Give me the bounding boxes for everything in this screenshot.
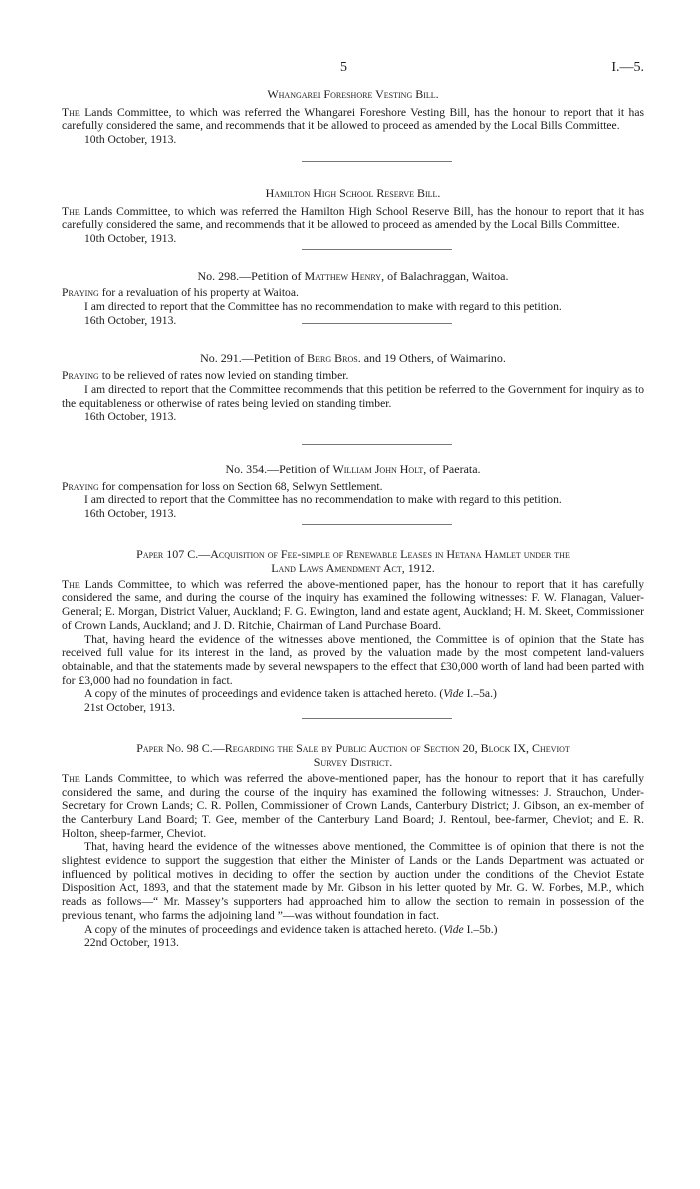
- report-text: I am directed to report that the Committee recommends that this petition be referred to the Government for inquiry as to the equitableness or otherwise of rates being levied on standing timber.: [62, 382, 644, 410]
- title-suffix: , of Balachraggan, Waitoa.: [381, 268, 509, 283]
- report-text: I am directed to report that the Committee has no recommendation to make with regard to this petition.: [84, 493, 562, 507]
- lead-word: The: [62, 771, 80, 785]
- section-date: 22nd October, 1913.: [84, 936, 179, 950]
- note-ref: I.–5a.): [463, 687, 497, 701]
- section-title: Whangarei Foreshore Vesting Bill.: [267, 87, 439, 101]
- section-date: 16th October, 1913.: [84, 313, 177, 327]
- prayer-text: [62, 369, 644, 383]
- section-petition-berg: [62, 352, 644, 424]
- note-text: A copy of the minutes of proceedings and evidence taken is attached hereto. (: [84, 687, 444, 701]
- report-text: I am directed to report that the Committee has no recommendation to make with regard to this petition.: [84, 300, 562, 314]
- body-text: to be relieved of rates now levied on standing timber.: [98, 369, 349, 383]
- section-title: [62, 270, 644, 284]
- lead-word: The: [62, 105, 80, 119]
- section-petition-holt: [62, 463, 644, 521]
- section-title: [62, 741, 644, 769]
- document-page: [62, 60, 644, 950]
- vide-word: Vide: [443, 687, 464, 701]
- body-text: Lands Committee, to which was referred the Hamilton High School Reserve Bill, has the honour to report that it has carefully considered the same, and recommends that it be allowed to proceed as amended by the Local Bills Committee.: [62, 204, 644, 232]
- lead-word: Praying: [62, 479, 99, 493]
- opinion-text: That, having heard the evidence of the witnesses above mentioned, the Committee is of opinion that the State has received full value for its interest in the land, as proved by the valuation made by the most competent land-valuers obtainable, and that the statements made by several newspapers to the effect that £30,000 worth of land had been parted with for £3,000 had no foundation in fact.: [62, 632, 644, 687]
- section-body: [62, 578, 644, 633]
- section-hamilton: [62, 187, 644, 246]
- minutes-note: [62, 923, 644, 937]
- body-text: Lands Committee, to which was referred the Whangarei Foreshore Vesting Bill, has the honour to report that it has carefully considered the same, and recommends that it be allowed to proceed as amended by the Local Bills Committee.: [62, 105, 644, 133]
- body-text: Lands Committee, to which was referred the above-mentioned paper, has the honour to report that it has carefully considered the same, and during the course of the inquiry has examined the following witnesses: F. W. Flanagan, Valuer-General; E. Morgan, District Valuer, Auckland; F. G. Ewington, land and estate agent, Auckland; H. M. Skeet, Commissioner of Crown Lands, Auckland; and J. D. Ritchie, Chairman of Land Purchase Board.: [62, 577, 644, 632]
- section-body: [62, 106, 644, 133]
- divider-rule: [302, 524, 452, 525]
- petitioner-name: Berg Bros.: [307, 351, 361, 366]
- note-ref: I.–5b.): [463, 922, 498, 936]
- body-text: for compensation for loss on Section 68, Selwyn Settlement.: [98, 479, 383, 493]
- vide-word: Vide: [443, 922, 464, 936]
- title-prefix: No. 354.—Petition of: [225, 461, 333, 476]
- section-title: [62, 352, 644, 366]
- divider-rule: [302, 444, 452, 445]
- title-line: Paper No. 98 C.—Regarding the Sale by Public Auction of Section 20, Block IX, Cheviot: [136, 740, 570, 755]
- minutes-note: [62, 687, 644, 701]
- title-suffix: and 19 Others, of Waimarino.: [360, 351, 506, 366]
- divider-rule: [302, 718, 452, 719]
- note-text: A copy of the minutes of proceedings and evidence taken is attached hereto. (: [84, 922, 444, 936]
- section-date: 16th October, 1913.: [84, 507, 177, 521]
- lead-word: Praying: [62, 369, 99, 383]
- section-date: 16th October, 1913.: [84, 410, 177, 424]
- petitioner-name: Matthew Henry: [304, 268, 382, 283]
- section-title: [62, 463, 644, 477]
- section-paper-98c: [62, 741, 644, 950]
- section-petition-henry: [62, 270, 644, 328]
- lead-word: The: [62, 577, 80, 591]
- section-title: [62, 547, 644, 575]
- title-line: Land Laws Amendment Act, 1912.: [271, 560, 435, 575]
- title-prefix: No. 291.—Petition of: [200, 351, 308, 366]
- lead-word: The: [62, 204, 80, 218]
- page-number: 5: [340, 60, 347, 75]
- prayer-text: [62, 480, 644, 494]
- section-body: [62, 205, 644, 232]
- title-suffix: , of Paerata.: [423, 461, 481, 476]
- section-title: Hamilton High School Reserve Bill.: [265, 185, 441, 200]
- section-date: 10th October, 1913.: [84, 133, 177, 147]
- document-reference: I.—5.: [611, 60, 644, 75]
- body-text: Lands Committee, to which was referred the above-mentioned paper, has the honour to report that it has carefully considered the same, and during the course of the inquiry has examined the following witnesses: J. Strauchon, Under-Secretary for Crown Lands; C. R. Pollen, Commissioner of Crown Lands, Canterbury District; J. Gibson, an ex-member of the Canterbury Land Board; T. Gee, member of the Canterbury Land Board; J. Rentoul, bee-farmer, Cheviot; and E. R. Holton, sheep-farmer, Cheviot.: [62, 771, 644, 840]
- prayer-text: [62, 286, 644, 300]
- divider-rule: [302, 249, 452, 250]
- section-whangarei: [62, 88, 644, 147]
- section-body: [62, 772, 644, 841]
- petitioner-name: William John Holt: [332, 461, 424, 476]
- title-line: Survey District.: [313, 754, 393, 769]
- section-paper-107c: [62, 547, 644, 715]
- lead-word: Praying: [62, 286, 99, 300]
- page-header: [62, 60, 644, 82]
- divider-rule: [302, 323, 452, 324]
- section-date: 21st October, 1913.: [84, 701, 175, 715]
- title-prefix: No. 298.—Petition of: [197, 268, 305, 283]
- section-date: 10th October, 1913.: [84, 231, 177, 245]
- divider-rule: [302, 161, 452, 162]
- title-line: Paper 107 C.—Acquisition of Fee-simple of Renewable Leases in Hetana Hamlet under the: [136, 546, 570, 561]
- body-text: for a revaluation of his property at Waitoa.: [98, 286, 299, 300]
- opinion-text: That, having heard the evidence of the witnesses above mentioned, the Committee is of opinion that there is not the slightest evidence to support the suggestion that either the Minister of Lands or the Lands Department was actuated or influenced by political motives in deciding to offer the section by auction under the conditions of the Cheviot Estate Disposition Act, 1893, and that the statement made by Mr. Gibson in his letter quoted by Mr. G. W. Forbes, M.P., which reads as follows—“ Mr. Massey’s supporters had approached him to allow the section to remain in possession of the previous tenant, who farms the adjoining land ”—was without foundation in fact.: [62, 840, 644, 922]
